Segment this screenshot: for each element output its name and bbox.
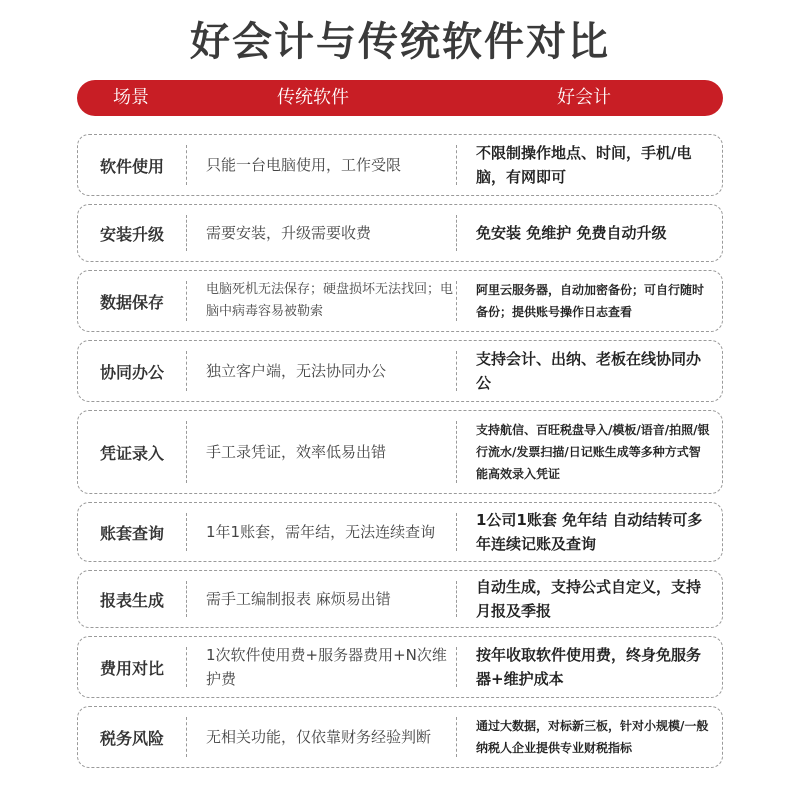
row-traditional: 无相关功能，仅依靠财务经验判断 xyxy=(206,728,432,746)
table-header xyxy=(77,80,723,116)
row-scene: 报表生成 xyxy=(99,590,164,610)
row-scene: 费用对比 xyxy=(99,658,164,678)
row-traditional: 需要安装，升级需要收费 xyxy=(206,224,372,242)
row-good: 阿里云服务器，自动加密备份；可自行随时备份；提供账号操作日志查看 xyxy=(476,283,705,319)
header-traditional: 传统软件 xyxy=(277,87,349,108)
header-good: 好会计 xyxy=(557,87,611,108)
row-good: 1公司1账套 免年结 自动结转可多年连续记账及查询 xyxy=(476,511,703,553)
table-row xyxy=(77,410,723,494)
header-scene: 场景 xyxy=(113,87,149,108)
row-scene: 税务风险 xyxy=(99,728,164,748)
row-good: 通过大数据，对标新三板，针对小规模/一般纳税人企业提供专业财税指标 xyxy=(476,719,709,755)
row-scene: 凭证录入 xyxy=(99,443,164,463)
row-good: 支持会计、出纳、老板在线协同办公 xyxy=(476,350,702,392)
row-traditional: 手工录凭证，效率低易出错 xyxy=(206,443,387,461)
row-traditional: 只能一台电脑使用，工作受限 xyxy=(206,156,402,174)
row-scene: 安装升级 xyxy=(99,224,164,244)
page-title: 好会计与传统软件对比 xyxy=(190,19,610,65)
table-row xyxy=(77,502,723,562)
row-traditional: 电脑死机无法保存；硬盘损坏无法找回；电脑中病毒容易被勒索 xyxy=(206,282,454,319)
row-scene: 数据保存 xyxy=(99,292,164,312)
row-traditional: 独立客户端，无法协同办公 xyxy=(206,362,387,380)
table-row xyxy=(77,340,723,402)
row-traditional: 需手工编制报表 麻烦易出错 xyxy=(206,590,391,608)
row-traditional: 1年1账套，需年结，无法连续查询 xyxy=(206,523,436,541)
table-row xyxy=(77,134,723,196)
row-good: 免安装 免维护 免费自动升级 xyxy=(476,224,667,242)
table-row xyxy=(77,570,723,628)
row-traditional: 1次软件使用费+服务器费用+N次维护费 xyxy=(206,646,447,688)
row-good: 自动生成，支持公式自定义，支持月报及季报 xyxy=(476,578,702,620)
table-row xyxy=(77,706,723,768)
table-row xyxy=(77,204,723,262)
row-good: 按年收取软件使用费，终身免服务器+维护成本 xyxy=(476,646,702,688)
table-row xyxy=(77,270,723,332)
row-good: 支持航信、百旺税盘导入/模板/语音/拍照/银行流水/发票扫描/日记账生成等多种方式智能高效录入凭证 xyxy=(476,423,710,481)
row-scene: 协同办公 xyxy=(99,362,164,382)
comparison-table xyxy=(77,134,723,776)
row-good: 不限制操作地点、时间，手机/电脑，有网即可 xyxy=(476,144,692,186)
row-scene: 账套查询 xyxy=(99,523,164,543)
table-row xyxy=(77,636,723,698)
row-scene: 软件使用 xyxy=(99,156,164,176)
